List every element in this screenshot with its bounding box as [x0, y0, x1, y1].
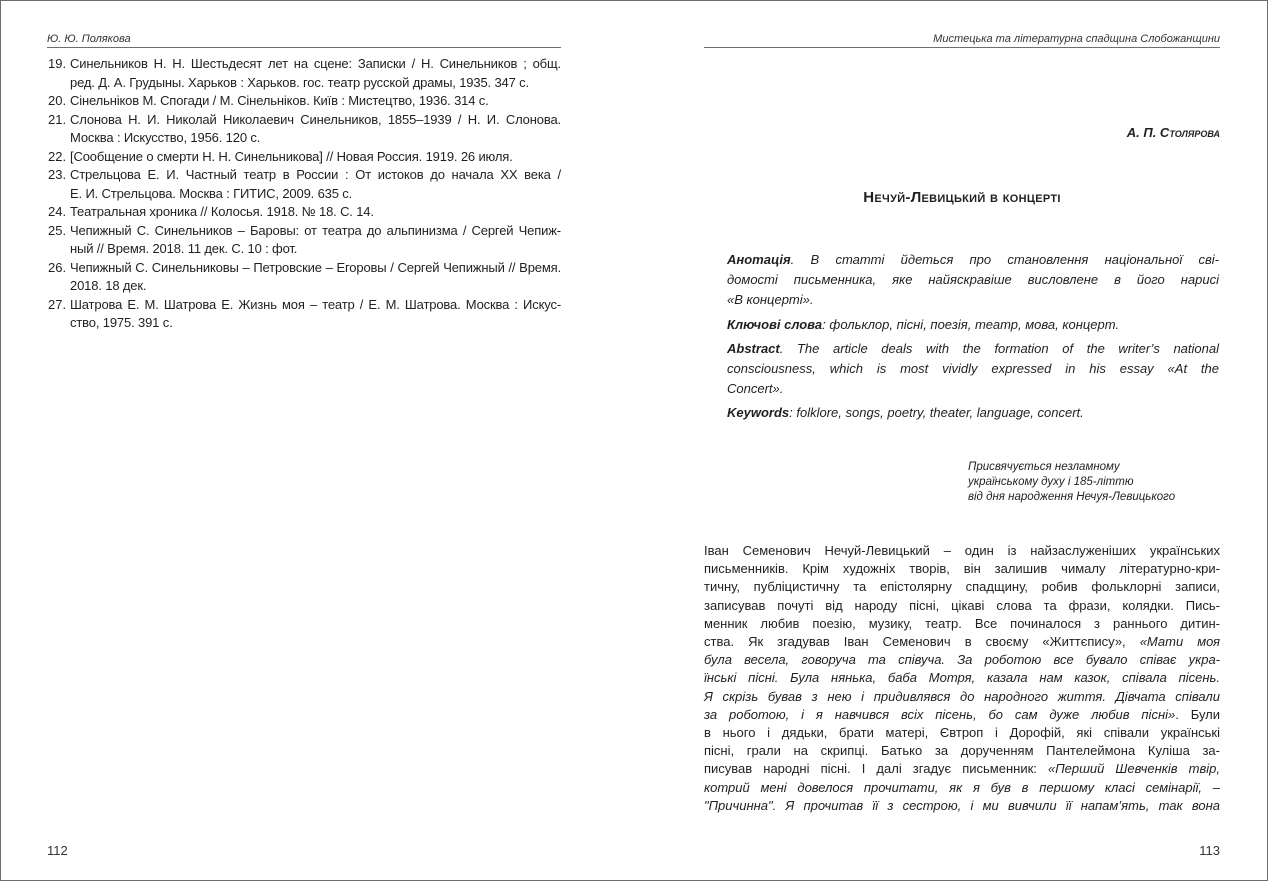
body-line	[704, 598, 1220, 614]
body-line	[704, 616, 1220, 632]
body-text: Я скрізь бував з нею і придивлявся до народного життя. Дівчата співали	[704, 688, 1220, 704]
body-line	[704, 761, 1220, 777]
body-text: «Мати моя	[1139, 634, 1220, 649]
abstract-text: . В статті йдеться про становлення національної сві-	[790, 252, 1219, 267]
body-text: писував народні пісні. І далі згадує письменник:	[704, 761, 1048, 777]
abstract-line	[727, 341, 1219, 357]
body-line	[704, 798, 1220, 814]
abstract-text: домості письменника, яке найяскравіше висловлене в його нарисі	[727, 272, 1219, 287]
abstract-line	[727, 292, 1219, 308]
body-text: тичну, публіцистичну та епістолярну спадщину, робив фольклорні записи,	[704, 579, 1220, 595]
abstract-line	[727, 272, 1219, 288]
body-line	[704, 579, 1220, 595]
reference-number: 23.	[48, 167, 67, 182]
page-number-right: 113	[1199, 843, 1220, 858]
reference-line: Слонова Н. И. Николай Николаевич Синельников, 1855–1939 / Н. И. Слонова.	[70, 111, 561, 127]
abstract-text: : фольклор, пісні, поезія, театр, мова, концерт.	[822, 317, 1120, 332]
body-text: за роботою, і я навчився всіх пісень, бо сам дуже любив пісні»	[704, 706, 1176, 722]
abstract-line	[727, 252, 1219, 268]
running-head-left: Ю. Ю. Полякова	[47, 33, 131, 45]
article-author: А. П. Столярова	[1126, 125, 1220, 140]
abstract-label: Ключові слова	[727, 317, 823, 332]
body-text: "Причинна". Я прочитав її з сестрою, і ми вивчили її напам’ять, так вона	[704, 797, 1220, 813]
body-line	[704, 543, 1220, 559]
header-rule-left	[47, 47, 561, 48]
reference-number: 24.	[48, 204, 67, 219]
abstract-line	[727, 381, 1219, 397]
body-text: котрий мені довелося прочитати, як я був в першому класі семінарії, –	[704, 779, 1220, 795]
reference-line: Театральная хроника // Колосья. 1918. № 18. С. 14.	[70, 204, 374, 219]
body-text: Іван Семенович Нечуй-Левицький – один із найзаслуженіших українських	[704, 543, 1220, 558]
dedication-line: українському духу і 185-літтю	[968, 476, 1134, 488]
body-text: в нього і дядьки, брати матері, Євтроп і Дорофій, які співали українські	[704, 725, 1220, 740]
body-line	[704, 652, 1220, 668]
abstract-text: : folklore, songs, poetry, theater, language, concert.	[789, 405, 1084, 420]
abstract-label: Keywords	[727, 405, 790, 420]
reference-line: ред. Д. А. Грудыны. Харьков : Харьков. гос. театр русской драмы, 1935. 347 с.	[70, 74, 529, 90]
body-text: ства. Як згадував Іван Семенович в своєму «Життєпису»,	[704, 634, 1140, 649]
abstract-line	[727, 405, 1219, 421]
body-text: «Перший Шевченків твір,	[1047, 761, 1220, 777]
reference-line: Е. И. Стрельцова. Москва : ГИТИС, 2009. 635 с.	[70, 185, 353, 201]
reference-number: 21.	[48, 111, 67, 127]
body-line	[704, 780, 1220, 796]
reference-line: Чепижный С. Синельников – Баровы: от театра до альпинизма / Сергей Чепиж-	[70, 222, 561, 238]
body-text: пісні, грали на скрипці. Батько за дорученням Пантелеймона Куліша за-	[704, 743, 1220, 759]
body-line	[704, 689, 1220, 705]
abstract-label: Abstract	[727, 341, 780, 356]
reference-line: Чепижный С. Синельниковы – Петровские – Егоровы / Сергей Чепижный // Время.	[70, 259, 561, 275]
body-line	[704, 561, 1220, 577]
body-line	[704, 725, 1220, 741]
running-head-right: Мистецька та літературна спадщина Слобожанщини	[933, 33, 1220, 45]
dedication-line: від дня народження Нечуя-Левицького	[968, 491, 1176, 503]
abstract-label: Анотація	[727, 252, 791, 267]
body-text: менник любив поезію, музику, театр. Все починалося з раннього дитин-	[704, 615, 1220, 631]
body-text: записував почуті від народу пісні, цікаві слова та фрази, колядки. Пись-	[704, 597, 1220, 613]
reference-line: ство, 1975. 391 с.	[70, 315, 173, 330]
body-text: письменників. Крім художніх творів, він залишив чималу літературно-кри-	[704, 561, 1220, 577]
reference-number: 25.	[48, 222, 67, 238]
reference-line: [Сообщение о смерти Н. Н. Синельникова] // Новая Россия. 1919. 26 июля.	[70, 148, 513, 164]
body-line	[704, 670, 1220, 686]
abstract-text: . The article deals with the formation of the writer’s national	[779, 341, 1219, 356]
reference-line: Стрельцова Е. И. Частный театр в России : От истоков до начала XX века /	[70, 167, 561, 182]
body-line	[704, 743, 1220, 759]
abstract-text: «В концерті».	[727, 292, 814, 307]
body-text: була весела, говоруча та співуча. За роботою все бувало співає укра-	[704, 652, 1220, 668]
reference-number: 19.	[48, 56, 67, 71]
reference-number: 20.	[48, 93, 67, 108]
abstract-text: Concert».	[727, 381, 784, 396]
abstract-text: consciousness, which is most vividly expressed in his essay «At the	[727, 361, 1219, 376]
reference-number: 27.	[48, 296, 67, 312]
reference-line: Москва : Искусство, 1956. 120 с.	[70, 130, 261, 145]
page-number-left: 112	[47, 843, 68, 858]
reference-number: 26.	[48, 259, 67, 275]
reference-number: 22.	[48, 148, 67, 164]
reference-line: Шатрова Е. М. Шатрова Е. Жизнь моя – театр / Е. М. Шатрова. Москва : Искус-	[70, 296, 561, 312]
article-title: Нечуй-Левицький в концерті	[863, 189, 1061, 206]
dedication-line: Присвячується незламному	[968, 461, 1120, 473]
body-line	[704, 634, 1220, 650]
body-line	[704, 707, 1220, 723]
reference-line: 2018. 18 дек.	[70, 278, 147, 293]
abstract-line	[727, 361, 1219, 377]
body-text: їнські пісні. Була нянька, баба Мотря, казала нам казок, співала пісень.	[704, 670, 1220, 686]
reference-line: Сінельніков М. Спогади / М. Сінельніков. Київ : Мистецтво, 1936. 314 с.	[70, 93, 489, 108]
reference-line: ный // Время. 2018. 11 дек. С. 10 : фот.	[70, 241, 298, 256]
header-rule-right	[704, 47, 1220, 48]
abstract-line	[727, 317, 1219, 333]
reference-line: Синельников Н. Н. Шестьдесят лет на сцене: Записки / Н. Синельников ; общ.	[70, 56, 561, 71]
body-text: . Були	[1175, 706, 1221, 722]
